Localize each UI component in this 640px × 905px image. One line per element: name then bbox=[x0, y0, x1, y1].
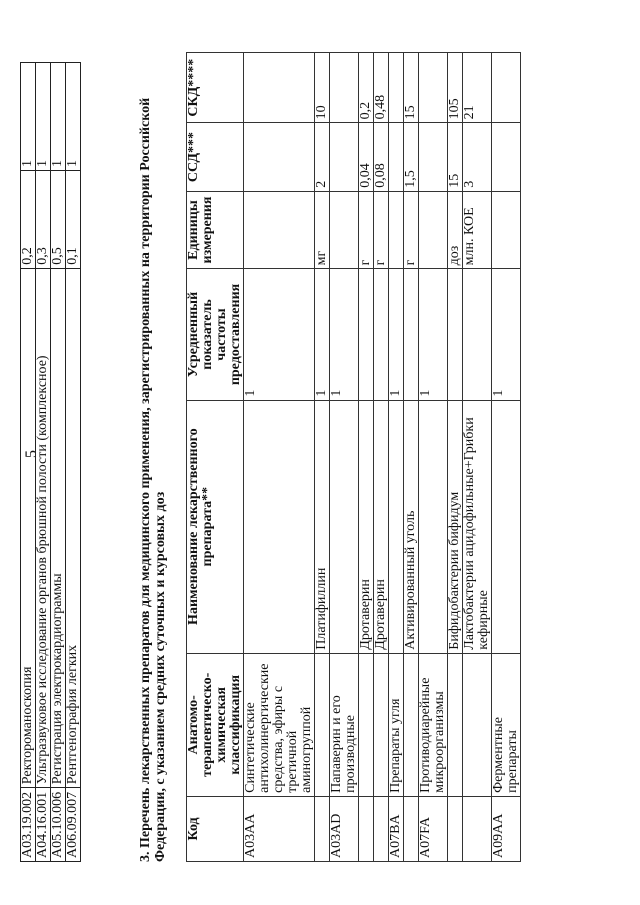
service-row bbox=[51, 63, 66, 862]
row-unit: г bbox=[374, 191, 389, 269]
row-ssd: 15 bbox=[448, 123, 463, 191]
section-title: 3. Перечень лекарственных препаратов для медицинского применения, зарегистрированных на территории Российской Федерации, с указанием средних суточных и курсовых доз bbox=[138, 97, 168, 862]
service-multiplicity: 1 bbox=[51, 63, 66, 171]
row-drug-name bbox=[330, 400, 359, 653]
row-skd: 105 bbox=[448, 53, 463, 123]
drug-row bbox=[244, 53, 315, 862]
row-skd bbox=[244, 53, 315, 123]
row-frequency: 1 bbox=[330, 269, 359, 400]
drug-row bbox=[404, 53, 419, 862]
row-atc: Синтетические антихолинергические средства, эфиры с третичной аминогруппой bbox=[244, 653, 315, 796]
row-unit: мг bbox=[315, 191, 330, 269]
row-atc bbox=[463, 653, 492, 796]
service-frequency: 0,3 bbox=[36, 170, 51, 268]
header-skd: СКД**** bbox=[187, 53, 244, 123]
row-drug-name: Лактобактерии ацидофильные+Грибки кефирные bbox=[463, 400, 492, 653]
service-frequency: 0,2 bbox=[21, 170, 36, 268]
header-code: Код bbox=[187, 796, 244, 861]
row-skd bbox=[330, 53, 359, 123]
header-ssd: ССД*** bbox=[187, 123, 244, 191]
row-frequency: 1 bbox=[315, 269, 330, 400]
row-skd: 15 bbox=[404, 53, 419, 123]
row-code: A07FA bbox=[419, 796, 448, 861]
row-frequency bbox=[359, 269, 374, 400]
row-frequency bbox=[374, 269, 389, 400]
row-atc: Препараты угля bbox=[389, 653, 404, 796]
row-atc bbox=[374, 653, 389, 796]
service-row bbox=[66, 63, 81, 862]
row-atc: Ферментные препараты bbox=[492, 653, 521, 796]
drugs-table-header bbox=[187, 53, 244, 862]
drug-row bbox=[315, 53, 330, 862]
header-freq: Усредненный показатель частоты предоставления bbox=[187, 269, 244, 400]
row-code bbox=[374, 796, 389, 861]
service-name: Ультразвуковое исследование органов брюшной полости (комплексное) bbox=[36, 268, 51, 787]
row-ssd bbox=[330, 123, 359, 191]
service-frequency: 0,5 bbox=[51, 170, 66, 268]
row-atc: Папаверин и его производные bbox=[330, 653, 359, 796]
service-multiplicity: 1 bbox=[21, 63, 36, 171]
row-unit bbox=[492, 191, 521, 269]
row-atc: Противодиарейные микроорганизмы bbox=[419, 653, 448, 796]
row-drug-name: Активированный уголь bbox=[404, 400, 419, 653]
row-code: A09AA bbox=[492, 796, 521, 861]
service-multiplicity: 1 bbox=[66, 63, 81, 171]
row-unit bbox=[330, 191, 359, 269]
row-drug-name: Платифиллин bbox=[315, 400, 330, 653]
row-frequency bbox=[463, 269, 492, 400]
service-code: A05.10.006 bbox=[51, 788, 66, 862]
row-skd bbox=[492, 53, 521, 123]
row-code bbox=[315, 796, 330, 861]
row-frequency: 1 bbox=[419, 269, 448, 400]
row-drug-name bbox=[389, 400, 404, 653]
header-unit: Единицы измерения bbox=[187, 191, 244, 269]
drug-row bbox=[492, 53, 521, 862]
row-ssd bbox=[389, 123, 404, 191]
row-code: A03AD bbox=[330, 796, 359, 861]
row-unit: млн. КОЕ bbox=[463, 191, 492, 269]
row-drug-name: Дротаверин bbox=[359, 400, 374, 653]
service-frequency: 0,1 bbox=[66, 170, 81, 268]
row-drug-name bbox=[419, 400, 448, 653]
drug-row bbox=[389, 53, 404, 862]
drug-row bbox=[463, 53, 492, 862]
page-number: 5 bbox=[23, 450, 40, 458]
drug-row bbox=[374, 53, 389, 862]
row-code: A07BA bbox=[389, 796, 404, 861]
row-unit: г bbox=[404, 191, 419, 269]
row-frequency bbox=[448, 269, 463, 400]
row-unit bbox=[244, 191, 315, 269]
row-frequency bbox=[404, 269, 419, 400]
service-multiplicity: 1 bbox=[36, 63, 51, 171]
row-atc bbox=[315, 653, 330, 796]
row-skd: 0,48 bbox=[374, 53, 389, 123]
row-ssd: 0,04 bbox=[359, 123, 374, 191]
service-row bbox=[36, 63, 51, 862]
row-ssd bbox=[492, 123, 521, 191]
row-code bbox=[404, 796, 419, 861]
service-code: A06.09.007 bbox=[66, 788, 81, 862]
row-ssd bbox=[244, 123, 315, 191]
row-atc bbox=[359, 653, 374, 796]
row-ssd: 1,5 bbox=[404, 123, 419, 191]
row-ssd: 0,08 bbox=[374, 123, 389, 191]
row-skd: 0,2 bbox=[359, 53, 374, 123]
drug-row bbox=[448, 53, 463, 862]
row-code bbox=[448, 796, 463, 861]
rotated-page-content bbox=[20, 27, 620, 872]
row-ssd: 2 bbox=[315, 123, 330, 191]
row-drug-name bbox=[492, 400, 521, 653]
row-skd: 10 bbox=[315, 53, 330, 123]
header-atc: Анатомо-терапевтическо-химическая классификация bbox=[187, 653, 244, 796]
row-drug-name: Бифидобактерии бифидум bbox=[448, 400, 463, 653]
row-drug-name: Дротаверин bbox=[374, 400, 389, 653]
services-table bbox=[20, 62, 81, 862]
row-skd bbox=[419, 53, 448, 123]
drug-row bbox=[330, 53, 359, 862]
row-unit: доз bbox=[448, 191, 463, 269]
drug-row bbox=[359, 53, 374, 862]
row-skd: 21 bbox=[463, 53, 492, 123]
row-ssd bbox=[419, 123, 448, 191]
service-name: Рентгенография легких bbox=[66, 268, 81, 787]
row-ssd: 3 bbox=[463, 123, 492, 191]
drugs-table bbox=[186, 52, 521, 862]
service-row bbox=[21, 63, 36, 862]
service-code: A04.16.001 bbox=[36, 788, 51, 862]
drug-row bbox=[419, 53, 448, 862]
header-drug: Наименование лекарственного препарата** bbox=[187, 400, 244, 653]
row-drug-name bbox=[244, 400, 315, 653]
row-atc bbox=[404, 653, 419, 796]
row-frequency: 1 bbox=[492, 269, 521, 400]
service-code: A03.19.002 bbox=[21, 788, 36, 862]
service-name: Ректороманоскопия bbox=[21, 268, 36, 787]
row-unit bbox=[419, 191, 448, 269]
row-unit: г bbox=[359, 191, 374, 269]
row-atc bbox=[448, 653, 463, 796]
row-frequency: 1 bbox=[244, 269, 315, 400]
row-unit bbox=[389, 191, 404, 269]
row-skd bbox=[389, 53, 404, 123]
row-frequency: 1 bbox=[389, 269, 404, 400]
service-name: Регистрация электрокардиограммы bbox=[51, 268, 66, 787]
row-code: A03AA bbox=[244, 796, 315, 861]
row-code bbox=[359, 796, 374, 861]
row-code bbox=[463, 796, 492, 861]
